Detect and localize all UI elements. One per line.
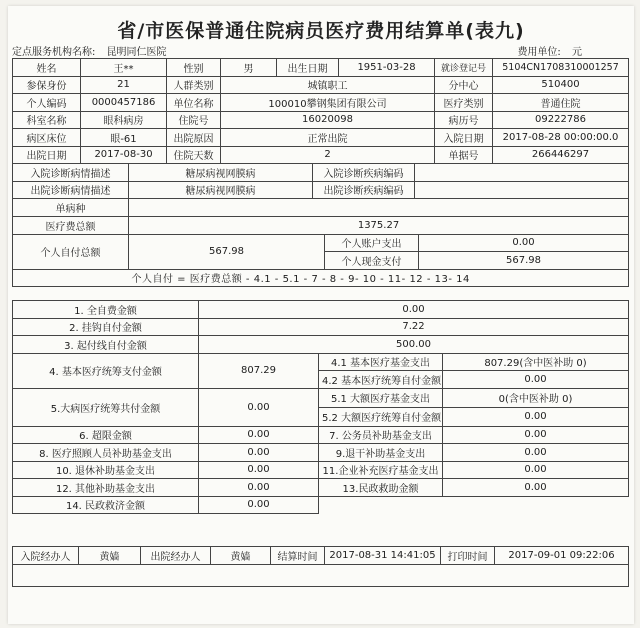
inpatient-no-label: 住院号 [167,111,221,129]
item-12-value: 0.00 [199,479,319,497]
unit-label: 费用单位: [517,47,561,58]
item-4-value: 807.29 [199,353,319,388]
crowd-value: 城镇职工 [221,76,435,94]
birth-value: 1951-03-28 [339,59,435,77]
ins-identity-value: 21 [81,76,167,94]
item-13-value: 0.00 [443,479,629,497]
admit-date-value: 2017-08-28 00:00:00.0 [493,129,629,147]
footer-table [12,546,629,587]
table-row [13,388,629,407]
inpatient-no-value: 16020098 [221,111,435,129]
days-value: 2 [221,146,435,164]
items-table [12,300,629,514]
totals-table [12,216,629,287]
gender-value: 男 [221,59,277,77]
self-pay-label: 个人自付总额 [13,234,129,269]
basic-info-table [12,58,629,164]
item-5-2-label: 5.2 大额医疗统筹自付金额 [319,407,443,426]
item-2-value: 7.22 [199,318,629,336]
item-14-label: 14. 民政救济金额 [13,496,199,514]
item-4-1-label: 4.1 基本医疗基金支出 [319,353,443,371]
table-row [13,353,629,371]
item-7-value: 0.00 [443,426,629,444]
institution-label: 定点服务机构名称: [12,47,96,58]
table-row [13,164,629,182]
unit-value: 元 [572,47,582,58]
item-4-2-label: 4.2 基本医疗统筹自付金额 [319,371,443,389]
dept-value: 眼科病房 [81,111,167,129]
item-8-label: 8. 医疗照顾人员补助基金支出 [13,444,199,462]
settle-time-value: 2017-08-31 14:41:05 [325,547,441,565]
out-desc-value: 糖尿病视网膜病 [129,181,313,199]
birth-label: 出生日期 [277,59,339,77]
table-row [13,111,629,129]
discharge-reason-label: 出院原因 [167,129,221,147]
table-row [13,181,629,199]
table-row [13,269,629,287]
item-4-label: 4. 基本医疗统筹支付金额 [13,353,199,388]
item-6-label: 6. 超限金额 [13,426,199,444]
discharge-date-value: 2017-08-30 [81,146,167,164]
item-9-value: 0.00 [443,444,629,462]
table-row [13,129,629,147]
personal-no-label: 个人编码 [13,94,81,112]
visit-no-label: 就诊登记号 [435,59,493,77]
total-label: 医疗费总额 [13,217,129,235]
item-12-label: 12. 其他补助基金支出 [13,479,199,497]
item-6-value: 0.00 [199,426,319,444]
dept-label: 科室名称 [13,111,81,129]
discharge-reason-value: 正常出院 [221,129,435,147]
institution-value: 昆明同仁医院 [106,47,167,58]
table-row [13,59,629,77]
item-9-label: 9.退干补助基金支出 [319,444,443,462]
center-label: 分中心 [435,76,493,94]
table-row [13,444,629,462]
admit-agent-value: 黄嫱 [79,547,141,565]
discharge-agent-label: 出院经办人 [141,547,211,565]
item-5-1-value: 0(含中医补助 0) [443,388,629,407]
item-1-value: 0.00 [199,301,629,319]
record-no-value: 09222786 [493,111,629,129]
item-8-value: 0.00 [199,444,319,462]
table-row [13,461,629,479]
visit-no-value: 5104CN1708310001257 [493,59,629,77]
admit-date-label: 入院日期 [435,129,493,147]
item-2-label: 2. 挂钩自付金额 [13,318,199,336]
total-value: 1375.27 [129,217,629,235]
item-4-1-value: 807.29(含中医补助 0) [443,353,629,371]
single-disease-label: 单病种 [13,199,129,217]
print-time-value: 2017-09-01 09:22:06 [495,547,629,565]
table-row [13,234,629,252]
self-pay-value: 567.98 [129,234,325,269]
table-row [13,76,629,94]
formula-text: 个人自付 = 医疗费总额 - 4.1 - 5.1 - 7 - 8 - 9- 10 - 11- 12 - 13- 14 [129,269,629,287]
table-row [13,94,629,112]
table-row [13,564,629,586]
item-5-label: 5.大病医疗统筹共付金额 [13,388,199,426]
out-desc-label: 出院诊断病情描述 [13,181,129,199]
item-3-value: 500.00 [199,336,629,354]
name-value: 王** [81,59,167,77]
bill-no-label: 单据号 [435,146,493,164]
table-row [13,547,629,565]
employer-label: 单位名称 [167,94,221,112]
item-10-label: 10. 退休补助基金支出 [13,461,199,479]
out-code-value [415,181,629,199]
item-13-label: 13.民政救助金额 [319,479,443,497]
ward-bed-label: 病区床位 [13,129,81,147]
table-row [13,146,629,164]
item-11-value: 0.00 [443,461,629,479]
med-type-label: 医疗类别 [435,94,493,112]
item-11-label: 11.企业补充医疗基金支出 [319,461,443,479]
institution-line [12,43,175,58]
ins-identity-label: 参保身份 [13,76,81,94]
personal-no-value: 0000457186 [81,94,167,112]
gender-label: 性别 [167,59,221,77]
table-row [13,199,629,217]
center-value: 510400 [493,76,629,94]
item-3-label: 3. 起付线自付金额 [13,336,199,354]
table-row [13,496,629,514]
settle-time-label: 结算时间 [271,547,325,565]
days-label: 住院天数 [167,146,221,164]
table-row [13,318,629,336]
table-row [13,301,629,319]
acct-label: 个人账户支出 [325,234,419,252]
table-row [13,426,629,444]
acct-value: 0.00 [419,234,629,252]
item-1-label: 1. 全自费金额 [13,301,199,319]
table-row [13,479,629,497]
bill-no-value: 266446297 [493,146,629,164]
cash-label: 个人现金支付 [325,252,419,270]
discharge-agent-value: 黄嫱 [211,547,271,565]
in-desc-value: 糖尿病视网膜病 [129,164,313,182]
item-5-value: 0.00 [199,388,319,426]
item-5-2-value: 0.00 [443,407,629,426]
item-4-2-value: 0.00 [443,371,629,389]
cash-value: 567.98 [419,252,629,270]
diagnosis-table [12,163,629,217]
in-code-value [415,164,629,182]
in-code-label: 入院诊断疾病编码 [313,164,415,182]
in-desc-label: 入院诊断病情描述 [13,164,129,182]
med-type-value: 普通住院 [493,94,629,112]
form-title: 省/市医保普通住院病员医疗费用结算单(表九) [117,20,525,42]
crowd-label: 人群类别 [167,76,221,94]
ward-bed-value: 眼-61 [81,129,167,147]
out-code-label: 出院诊断疾病编码 [313,181,415,199]
name-label: 姓名 [13,59,81,77]
discharge-date-label: 出院日期 [13,146,81,164]
record-no-label: 病历号 [435,111,493,129]
table-row [13,336,629,354]
item-7-label: 7. 公务员补助基金支出 [319,426,443,444]
single-disease-value [129,199,629,217]
item-5-1-label: 5.1 大额医疗基金支出 [319,388,443,407]
item-14-value: 0.00 [199,496,319,514]
unit-line [517,43,590,58]
employer-value: 100010攀钢集团有限公司 [221,94,435,112]
admit-agent-label: 入院经办人 [13,547,79,565]
settlement-form [8,6,634,624]
print-time-label: 打印时间 [441,547,495,565]
table-row [13,217,629,235]
item-10-value: 0.00 [199,461,319,479]
